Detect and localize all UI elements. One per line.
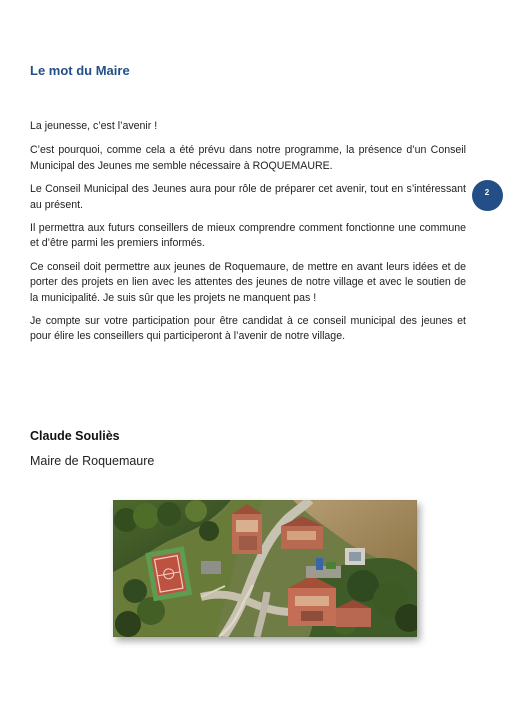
message-paragraph-1: La jeunesse, c’est l’avenir !	[30, 120, 158, 132]
message-paragraph-5: Ce conseil doit permettre aux jeunes de Roquemaure, de mettre en avant leurs idées et de porter des projets en lien avec les attentes des jeunes de notre village et avec le soutien de la municipalité. Je suis sûr que les projets ne manquent pas !	[30, 260, 466, 304]
mayor-message	[30, 119, 466, 353]
message-paragraph-6: Je compte sur votre participation pour être candidat à ce conseil municipal des jeunes et pour élire les conseillers qui participeront à l’avenir de notre village.	[30, 315, 466, 343]
signature-role: Maire de Roquemaure	[30, 454, 155, 468]
signature-name: Claude Souliès	[30, 429, 120, 443]
page-number-badge: 2	[472, 180, 503, 211]
page-title: Le mot du Maire	[30, 63, 130, 78]
aerial-village-photo	[113, 500, 417, 637]
message-paragraph-3: Le Conseil Municipal des Jeunes aura pour rôle de préparer cet avenir, tout en s’intéressant au présent.	[30, 183, 466, 211]
message-paragraph-4: Il permettra aux futurs conseillers de mieux comprendre comment fonctionne une commune et d’être parmi les premiers informés.	[30, 222, 466, 250]
message-paragraph-2: C’est pourquoi, comme cela a été prévu dans notre programme, la présence d’un Conseil Municipal des Jeunes me semble nécessaire à ROQUEMAURE.	[30, 144, 466, 172]
